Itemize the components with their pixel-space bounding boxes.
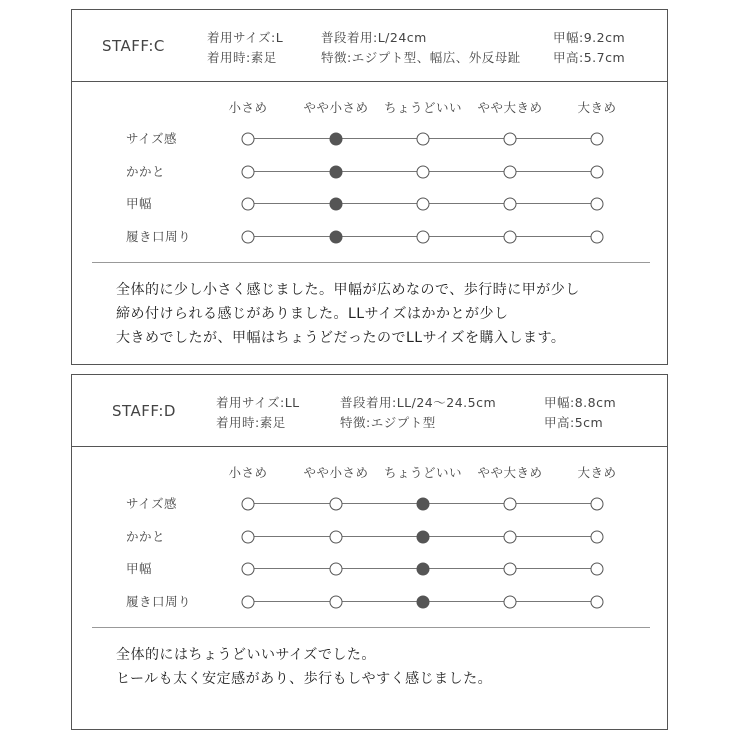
- wear-info: 着用時:素足: [207, 50, 277, 65]
- row-label: サイズ感: [126, 496, 178, 511]
- row-label: 履き口周り: [126, 229, 192, 244]
- scale-dot: [242, 132, 255, 145]
- scale-dot: [242, 197, 255, 210]
- comment-line: 締め付けられる感じがありました。LLサイズはかかとが少し: [116, 306, 509, 322]
- selected-dot: [417, 595, 430, 608]
- scale-dot: [242, 562, 255, 575]
- scale-dot: [504, 497, 517, 510]
- scale-dot: [330, 530, 343, 543]
- scale-label: やや小さめ: [303, 100, 369, 115]
- scale-dot: [417, 197, 430, 210]
- scale-dot: [504, 165, 517, 178]
- selected-dot: [330, 165, 343, 178]
- selected-dot: [330, 197, 343, 210]
- size-info: 着用サイズ:LL: [216, 395, 300, 410]
- row-label: かかと: [126, 529, 166, 544]
- scale-dot: [591, 132, 604, 145]
- scale-dot: [417, 230, 430, 243]
- selected-dot: [330, 132, 343, 145]
- scale-label: 小さめ: [228, 100, 268, 115]
- scale-dot: [504, 230, 517, 243]
- scale-dot: [242, 165, 255, 178]
- selected-dot: [417, 562, 430, 575]
- instep-width: 甲幅:9.2cm: [553, 30, 626, 45]
- scale-dot: [591, 230, 604, 243]
- scale-dot: [242, 497, 255, 510]
- scale-dot: [591, 595, 604, 608]
- feature-info: 特徴:エジプト型、幅広、外反母趾: [321, 50, 521, 65]
- scale-dot: [504, 595, 517, 608]
- selected-dot: [417, 530, 430, 543]
- staff-comment: [116, 278, 580, 350]
- selected-dot: [330, 230, 343, 243]
- scale-label: ちょうどいい: [383, 465, 463, 480]
- row-label: 甲幅: [126, 196, 153, 211]
- scale-dot: [504, 562, 517, 575]
- scale-label: やや大きめ: [477, 100, 543, 115]
- staff-card-c: [71, 9, 668, 365]
- scale-dot: [330, 497, 343, 510]
- row-label: サイズ感: [126, 131, 178, 146]
- scale-dot: [242, 230, 255, 243]
- instep-width: 甲幅:8.8cm: [544, 395, 617, 410]
- scale-dot: [330, 595, 343, 608]
- size-info: 着用サイズ:L: [207, 30, 284, 45]
- selected-dot: [417, 497, 430, 510]
- card-header: [72, 375, 667, 447]
- staff-comment: [116, 643, 492, 691]
- feature-info: 特徴:エジプト型: [340, 415, 436, 430]
- scale-dot: [242, 530, 255, 543]
- scale-label: ちょうどいい: [383, 100, 463, 115]
- comment-line: ヒールも太く安定感があり、歩行もしやすく感じました。: [116, 671, 493, 687]
- scale-label: やや小さめ: [303, 465, 369, 480]
- usual-size-info: 普段着用:LL/24〜24.5cm: [340, 395, 497, 410]
- staff-name: STAFF:D: [112, 402, 176, 420]
- staff-card-d: [71, 374, 668, 730]
- usual-size-info: 普段着用:L/24cm: [321, 30, 427, 45]
- divider: [92, 627, 650, 628]
- row-label: かかと: [126, 164, 166, 179]
- scale-dot: [417, 165, 430, 178]
- scale-dot: [417, 132, 430, 145]
- instep-height: 甲高:5.7cm: [553, 50, 626, 65]
- scale-dot: [591, 197, 604, 210]
- scale-dot: [504, 530, 517, 543]
- instep-height: 甲高:5cm: [544, 415, 604, 430]
- wear-info: 着用時:素足: [216, 415, 286, 430]
- row-label: 履き口周り: [126, 594, 192, 609]
- card-header: [72, 10, 667, 82]
- scale-dot: [591, 165, 604, 178]
- comment-line: 全体的にはちょうどいいサイズでした。: [116, 647, 376, 663]
- scale-dot: [591, 562, 604, 575]
- scale-dot: [242, 595, 255, 608]
- scale-label: 大きめ: [577, 100, 617, 115]
- comment-line: 全体的に少し小さく感じました。甲幅が広めなので、歩行時に甲が少し: [116, 282, 580, 298]
- scale-label: やや大きめ: [477, 465, 543, 480]
- divider: [92, 262, 650, 263]
- scale-label: 小さめ: [228, 465, 268, 480]
- row-label: 甲幅: [126, 561, 153, 576]
- scale-dot: [330, 562, 343, 575]
- scale-dot: [504, 197, 517, 210]
- scale-label: 大きめ: [577, 465, 617, 480]
- comment-line: 大きめでしたが、甲幅はちょうどだったのでLLサイズを購入します。: [116, 330, 566, 346]
- scale-dot: [591, 497, 604, 510]
- staff-name: STAFF:C: [102, 37, 165, 55]
- scale-dot: [504, 132, 517, 145]
- scale-dot: [591, 530, 604, 543]
